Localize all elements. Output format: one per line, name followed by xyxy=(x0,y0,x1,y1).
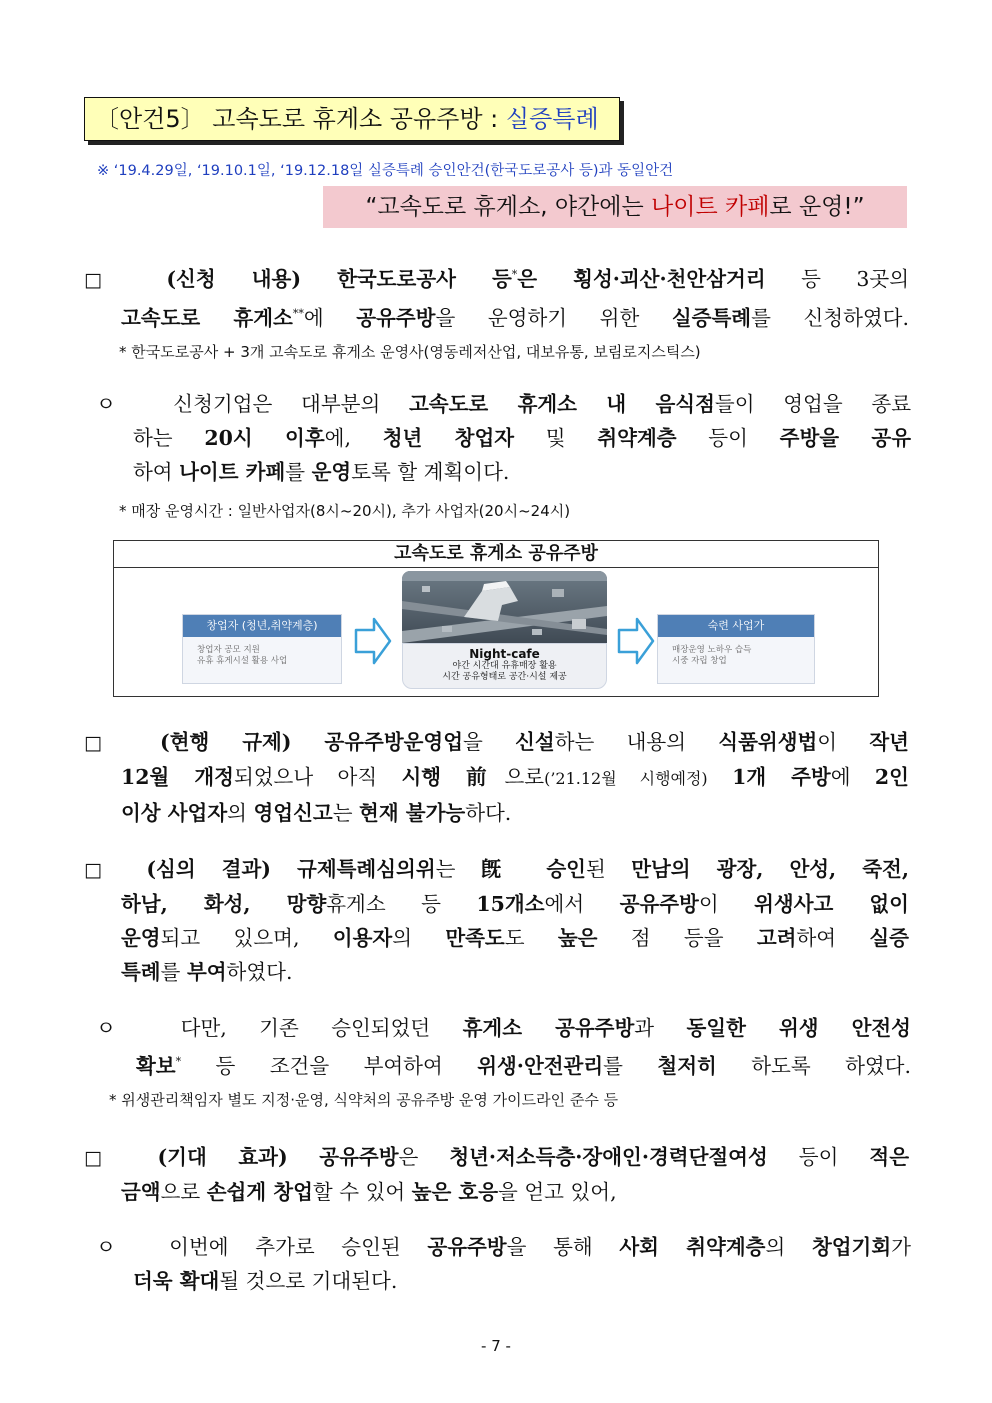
subsection-plan xyxy=(96,387,911,489)
section-review-result xyxy=(84,852,909,989)
text-line: 하여 나이트 카페를 운영토록 할 계획이다. xyxy=(133,460,510,484)
circle-bullet-icon: ㅇ xyxy=(96,1235,116,1259)
card-founder xyxy=(182,614,342,684)
footnote-hours: * 매장 운영시간 : 일반사업자(8시~20시), 추가 사업자(20시~24시) xyxy=(119,502,571,520)
circle-bullet-icon: ㅇ xyxy=(96,1016,116,1040)
text-line: 특례를 부여하였다. xyxy=(121,960,293,984)
text-line: □ (심의 결과) 규제특례심의위는 旣 승인된 만남의 광장, 안성, 죽전, xyxy=(84,857,909,881)
night-cafe-title: Night-cafe xyxy=(469,647,540,661)
square-bullet-icon: □ xyxy=(84,269,131,291)
card-founder-head: 창업자 (청년,취약계층) xyxy=(183,615,341,637)
card-skilled xyxy=(657,614,815,684)
text-line: 금액으로 손쉽게 창업할 수 있어 높은 호응을 얻고 있어, xyxy=(121,1180,617,1204)
right-arrow-icon xyxy=(617,616,655,666)
night-cafe-panel xyxy=(402,571,607,689)
text-line: ㅇ 다만, 기존 승인되었던 휴게소 공유주방과 동일한 위생 안전성 xyxy=(96,1016,911,1040)
text-line: □ (신청 내용) 한국도로공사 등*은 횡성·괴산·천안삼거리 등 3곳의 xyxy=(84,267,909,291)
section-expected-effect xyxy=(84,1140,909,1209)
text-line: 운영되고 있으며, 이용자의 만족도도 높은 점 등을 고려하여 실증 xyxy=(121,926,909,950)
night-cafe-caption xyxy=(402,643,607,689)
card-skilled-head: 숙련 사업가 xyxy=(658,615,814,637)
text-line: 확보* 등 조건을 부여하여 위생·안전관리를 철저히 하도록 하였다. xyxy=(136,1054,911,1078)
text-line: 12월 개정되었으나 아직 시행 前으로(’21.12월 시행예정) 1개 주방에 2인 xyxy=(121,765,909,789)
night-cafe-line1: 야간 시간대 유휴매장 활용 xyxy=(452,661,557,671)
subsection-outlook xyxy=(96,1230,911,1298)
footnote-hygiene: * 위생관리책임자 별도 지정·운영, 식약처의 공유주방 운영 가이드라인 준수 등 xyxy=(109,1091,619,1109)
footnote-applicants: * 한국도로공사 + 3개 고속도로 휴게소 운영사(영동레저산업, 대보유통, 보림로지스틱스) xyxy=(119,343,701,361)
text-line: ㅇ 신청기업은 대부분의 고속도로 휴게소 내 음식점들이 영업을 종료 xyxy=(96,392,911,416)
square-bullet-icon: □ xyxy=(84,732,128,754)
card-founder-body: 창업자 공모 지원 유휴 휴게시설 활용 사업 xyxy=(197,645,288,666)
text-line: □ (기대 효과) 공유주방은 청년·저소득층·장애인·경력단절여성 등이 적은 xyxy=(84,1145,910,1169)
related-agenda-note: ※ ‘19.4.29일, ‘19.10.1일, ‘19.12.18일 실증특례 승인안건(한국도로공사 등)과 동일안건 xyxy=(97,163,674,179)
square-bullet-icon: □ xyxy=(84,1147,127,1169)
circle-bullet-icon: ㅇ xyxy=(96,392,116,416)
diagram-title: 고속도로 휴게소 공유주방 xyxy=(114,541,878,568)
page-number: - 7 - xyxy=(481,1337,511,1355)
text-line: 하는 20시 이후에, 청년 창업자 및 취약계층 등이 주방을 공유 xyxy=(133,426,912,450)
text-line: 이상 사업자의 영업신고는 현재 불가능하다. xyxy=(121,801,512,825)
agenda-title-highlight: 실증특례 xyxy=(505,105,599,133)
square-bullet-icon: □ xyxy=(84,859,121,881)
text-line: 더욱 확대될 것으로 기대된다. xyxy=(133,1269,398,1293)
section-application xyxy=(84,258,909,335)
subsection-conditions xyxy=(96,1011,911,1083)
text-line: □ (현행 규제) 공유주방운영업을 신설하는 내용의 식품위생법이 작년 xyxy=(84,730,909,754)
right-arrow-icon xyxy=(354,616,392,666)
night-cafe-line2: 시간 공유형태로 공간·시설 제공 xyxy=(442,672,567,682)
section-regulation xyxy=(84,725,909,830)
text-line: 고속도로 휴게소**에 공유주방을 운영하기 위한 실증특례를 신청하였다. xyxy=(121,306,910,330)
agenda-title xyxy=(84,97,620,141)
agenda-title-text: 〔안건5〕 고속도로 휴게소 공유주방 : xyxy=(95,105,506,133)
rest-area-photo xyxy=(402,571,607,649)
card-skilled-body: 매장운영 노하우 습득 시중 자립 창업 xyxy=(672,645,752,666)
slogan-banner: “고속도로 휴게소, 야간에는 나이트 카페로 운영!” xyxy=(323,186,907,228)
shared-kitchen-diagram xyxy=(113,540,879,697)
text-line: 하남, 화성, 망향휴게소 등 15개소에서 공유주방이 위생사고 없이 xyxy=(121,892,909,916)
text-line: ㅇ 이번에 추가로 승인된 공유주방을 통해 사회 취약계층의 창업기회가 xyxy=(96,1235,911,1259)
